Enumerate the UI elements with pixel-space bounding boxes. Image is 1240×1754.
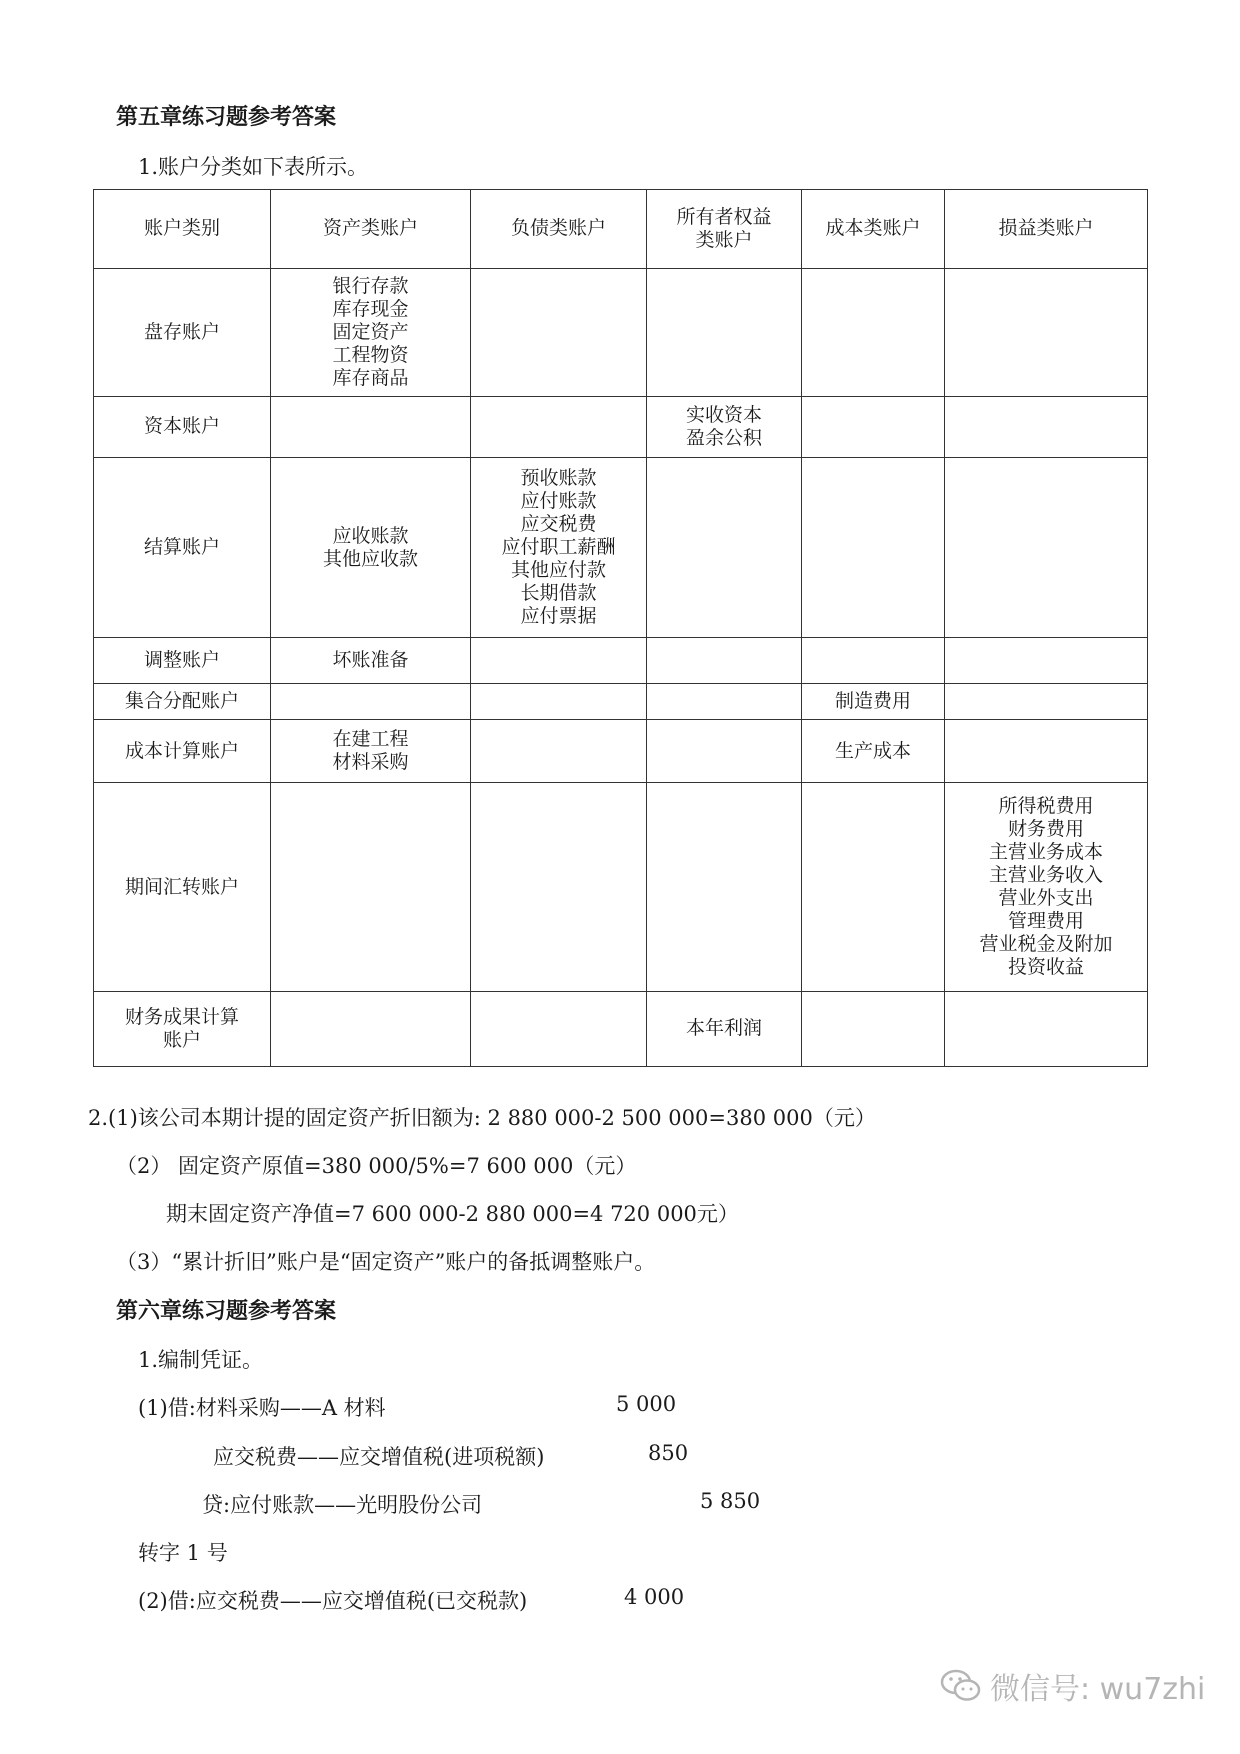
table-cell	[471, 783, 647, 991]
table-cell	[802, 397, 945, 458]
table-cell	[945, 683, 1148, 720]
table-cell	[647, 683, 802, 720]
table-header-cell: 成本类账户	[802, 190, 945, 269]
table-cell	[647, 457, 802, 637]
table-cell	[802, 638, 945, 683]
table-row-label: 结算账户	[94, 457, 271, 637]
table-header-cell: 资产类账户	[271, 190, 471, 269]
table-cell	[945, 638, 1148, 683]
chapter6-heading: 第六章练习题参考答案	[116, 1299, 337, 1324]
table-cell	[802, 457, 945, 637]
table-cell	[945, 991, 1148, 1066]
entry2-debit-amount: 4 000	[624, 1585, 685, 1609]
table-header-cell: 账户类别	[94, 190, 271, 269]
table-cell	[471, 268, 647, 396]
table-header-cell: 负债类账户	[471, 190, 647, 269]
entry1-debit-amount: 5 000	[616, 1392, 677, 1416]
table-cell: 制造费用	[802, 683, 945, 720]
watermark-text: 微信号: wu7zhi	[990, 1672, 1206, 1707]
q2-line3: 期末固定资产净值=7 600 000-2 880 000=4 720 000元）	[166, 1202, 739, 1226]
table-cell	[945, 397, 1148, 458]
table-cell: 应收账款 其他应收款	[271, 457, 471, 637]
table-row-label: 财务成果计算 账户	[94, 991, 271, 1066]
table-row-label: 盘存账户	[94, 268, 271, 396]
voucher-number: 转字 1 号	[138, 1541, 228, 1565]
table-row-label: 调整账户	[94, 638, 271, 683]
table-cell: 在建工程 材料采购	[271, 720, 471, 783]
table-cell	[271, 991, 471, 1066]
ch6-q1-intro: 1.编制凭证。	[138, 1348, 264, 1372]
q2-line1: 2.(1)该公司本期计提的固定资产折旧额为: 2 880 000-2 500 000=380 000（元）	[88, 1106, 876, 1130]
table-row-label: 资本账户	[94, 397, 271, 458]
table-cell	[271, 783, 471, 991]
entry1-debit-label: (1)借:材料采购——A 材料	[138, 1396, 386, 1420]
table-cell	[802, 268, 945, 396]
table-cell: 生产成本	[802, 720, 945, 783]
table-row	[94, 397, 1148, 458]
table-row-label: 成本计算账户	[94, 720, 271, 783]
table-cell	[271, 397, 471, 458]
table-row	[94, 683, 1148, 720]
table-cell	[945, 720, 1148, 783]
table-cell: 银行存款 库存现金 固定资产 工程物资 库存商品	[271, 268, 471, 396]
table-cell	[647, 638, 802, 683]
table-cell	[471, 397, 647, 458]
table-cell	[647, 268, 802, 396]
table-row	[94, 638, 1148, 683]
table-cell: 坏账准备	[271, 638, 471, 683]
table-cell	[471, 991, 647, 1066]
wechat-icon	[940, 1668, 982, 1704]
q2-line2: （2） 固定资产原值=380 000/5%=7 600 000（元）	[116, 1154, 637, 1178]
table-cell: 所得税费用 财务费用 主营业务成本 主营业务收入 营业外支出 管理费用 营业税金及附加 投资收益	[945, 783, 1148, 991]
table-cell	[802, 991, 945, 1066]
q1-intro: 1.账户分类如下表所示。	[138, 155, 369, 179]
table-header-cell: 损益类账户	[945, 190, 1148, 269]
table-row-label: 集合分配账户	[94, 683, 271, 720]
table-cell	[647, 783, 802, 991]
table-row	[94, 457, 1148, 637]
entry1-credit-amount: 5 850	[700, 1489, 761, 1513]
q2-line4: （3）“累计折旧”账户是“固定资产”账户的备抵调整账户。	[116, 1250, 656, 1274]
table-row	[94, 783, 1148, 991]
table-cell: 预收账款 应付账款 应交税费 应付职工薪酬 其他应付款 长期借款 应付票据	[471, 457, 647, 637]
entry1-credit-label: 贷:应付账款——光明股份公司	[202, 1493, 483, 1517]
table-row	[94, 991, 1148, 1066]
table-cell	[471, 638, 647, 683]
table-row	[94, 720, 1148, 783]
table-row-label: 期间汇转账户	[94, 783, 271, 991]
table-cell	[271, 683, 471, 720]
chapter5-heading: 第五章练习题参考答案	[116, 105, 337, 130]
table-cell	[945, 268, 1148, 396]
entry2-debit-label: (2)借:应交税费——应交增值税(已交税款)	[138, 1589, 528, 1613]
table-cell: 本年利润	[647, 991, 802, 1066]
entry1-debit2-amount: 850	[648, 1441, 689, 1465]
table-header-cell: 所有者权益 类账户	[647, 190, 802, 269]
table-cell	[471, 720, 647, 783]
table-cell	[647, 720, 802, 783]
table-cell: 实收资本 盈余公积	[647, 397, 802, 458]
watermark	[940, 1664, 1205, 1708]
table-cell	[802, 783, 945, 991]
account-classification-table	[93, 189, 1148, 1067]
table-cell	[945, 457, 1148, 637]
table-cell	[471, 683, 647, 720]
table-header-row	[94, 190, 1148, 269]
table-row	[94, 268, 1148, 396]
entry1-debit2-label: 应交税费——应交增值税(进项税额)	[213, 1445, 545, 1469]
